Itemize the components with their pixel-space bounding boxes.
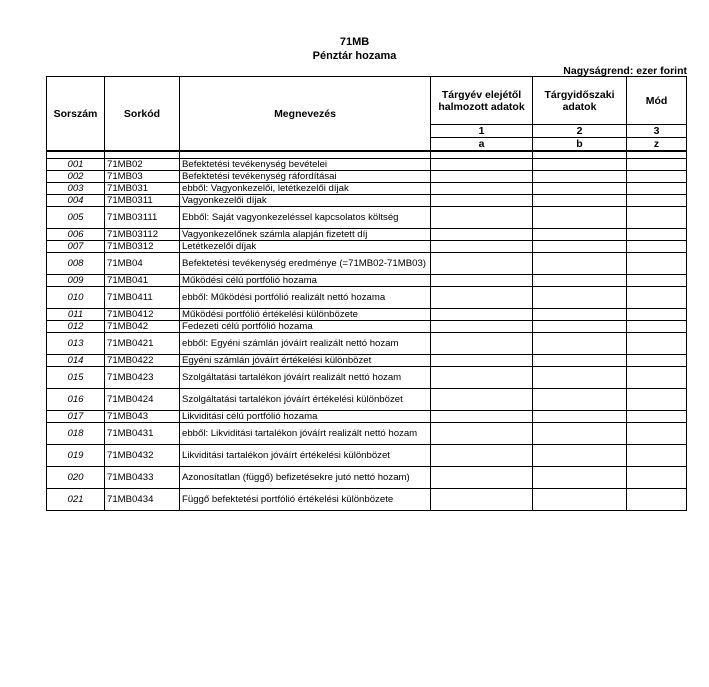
row-number: 008	[47, 253, 105, 275]
row-name: ebből: Egyéni számlán jóváírt realizált nettó hozam	[180, 333, 431, 355]
row-number: 009	[47, 275, 105, 287]
table-row	[47, 207, 687, 229]
row-name: Működési portfólió értékelési különbözete	[180, 309, 431, 321]
cell-col2[interactable]	[533, 159, 627, 171]
table-row	[47, 309, 687, 321]
cell-col2[interactable]	[533, 171, 627, 183]
row-code: 71MB03	[105, 171, 180, 183]
row-code: 71MB0423	[105, 367, 180, 389]
row-code: 71MB04	[105, 253, 180, 275]
row-name: ebből: Működési portfólió realizált nettó hozama	[180, 287, 431, 309]
row-code: 71MB0411	[105, 287, 180, 309]
cell-col2[interactable]	[533, 253, 627, 275]
row-code: 71MB0424	[105, 389, 180, 411]
form-code: 71MB	[339, 36, 370, 48]
cell-col1[interactable]	[431, 309, 533, 321]
cell-col1[interactable]	[431, 159, 533, 171]
cell-col2[interactable]	[533, 309, 627, 321]
row-number: 019	[47, 445, 105, 467]
row-number: 005	[47, 207, 105, 229]
cell-col3[interactable]	[627, 333, 687, 355]
cell-col1[interactable]	[431, 195, 533, 207]
row-name: Működési célú portfólió hozama	[180, 275, 431, 287]
cell-col3[interactable]	[627, 159, 687, 171]
header-separator	[47, 151, 687, 159]
cell-col3[interactable]	[627, 171, 687, 183]
row-code: 71MB0311	[105, 195, 180, 207]
cell-col1[interactable]	[431, 411, 533, 423]
row-code: 71MB0434	[105, 489, 180, 511]
row-name: Befektetési tevékenység eredménye (=71MB02-71MB03)	[180, 253, 431, 275]
cell-col1[interactable]	[431, 183, 533, 195]
cell-col3[interactable]	[627, 241, 687, 253]
row-number: 011	[47, 309, 105, 321]
cell-col1[interactable]	[431, 241, 533, 253]
cell-col2[interactable]	[533, 445, 627, 467]
table-row	[47, 195, 687, 207]
row-code: 71MB0421	[105, 333, 180, 355]
cell-col2[interactable]	[533, 489, 627, 511]
cell-col2[interactable]	[533, 207, 627, 229]
row-code: 71MB02	[105, 159, 180, 171]
table-row	[47, 241, 687, 253]
cell-col2[interactable]	[533, 275, 627, 287]
row-number: 016	[47, 389, 105, 411]
row-name: Befektetési tevékenység ráfordításai	[180, 171, 431, 183]
row-number: 014	[47, 355, 105, 367]
table-body	[47, 159, 687, 511]
row-code: 71MB0433	[105, 467, 180, 489]
cell-col2[interactable]	[533, 229, 627, 241]
header-col3: Mód	[627, 77, 687, 125]
cell-col2[interactable]	[533, 423, 627, 445]
cell-col3[interactable]	[627, 411, 687, 423]
table-row	[47, 423, 687, 445]
cell-col1[interactable]	[431, 253, 533, 275]
header-let2: b	[533, 138, 627, 152]
row-number: 012	[47, 321, 105, 333]
row-number: 002	[47, 171, 105, 183]
cell-col1[interactable]	[431, 355, 533, 367]
row-code: 71MB0312	[105, 241, 180, 253]
cell-col1[interactable]	[431, 229, 533, 241]
row-name: Szolgáltatási tartalékon jóváírt értékelési különbözet	[180, 389, 431, 411]
report-table	[46, 76, 687, 511]
table-row	[47, 287, 687, 309]
row-code: 71MB043	[105, 411, 180, 423]
table-row	[47, 333, 687, 355]
row-code: 71MB031	[105, 183, 180, 195]
cell-col3[interactable]	[627, 467, 687, 489]
row-name: Likviditási célú portfólió hozama	[180, 411, 431, 423]
cell-col1[interactable]	[431, 467, 533, 489]
row-number: 020	[47, 467, 105, 489]
table-row	[47, 321, 687, 333]
row-code: 71MB0432	[105, 445, 180, 467]
cell-col1[interactable]	[431, 367, 533, 389]
table-row	[47, 183, 687, 195]
cell-col3[interactable]	[627, 389, 687, 411]
cell-col2[interactable]	[533, 183, 627, 195]
row-number: 007	[47, 241, 105, 253]
cell-col1[interactable]	[431, 489, 533, 511]
row-number: 006	[47, 229, 105, 241]
cell-col2[interactable]	[533, 287, 627, 309]
header-num2: 2	[533, 125, 627, 138]
row-number: 001	[47, 159, 105, 171]
cell-col3[interactable]	[627, 423, 687, 445]
row-number: 021	[47, 489, 105, 511]
form-title: Pénztár hozama	[312, 50, 397, 62]
row-name: Vagyonkezelői díjak	[180, 195, 431, 207]
row-name: Likviditási tartalékon jóváírt értékelési különbözet	[180, 445, 431, 467]
row-name: Ebből: Saját vagyonkezeléssel kapcsolatos költség	[180, 207, 431, 229]
cell-col2[interactable]	[533, 467, 627, 489]
row-number: 013	[47, 333, 105, 355]
header-num3: 3	[627, 125, 687, 138]
cell-col2[interactable]	[533, 411, 627, 423]
table-row	[47, 253, 687, 275]
cell-col3[interactable]	[627, 489, 687, 511]
row-name: Vagyonkezelőnek számla alapján fizetett díj	[180, 229, 431, 241]
cell-col2[interactable]	[533, 367, 627, 389]
cell-col3[interactable]	[627, 195, 687, 207]
table-row	[47, 367, 687, 389]
table-row	[47, 467, 687, 489]
cell-col3[interactable]	[627, 183, 687, 195]
row-name: ebből: Likviditási tartalékon jóváírt realizált nettó hozam	[180, 423, 431, 445]
unit-label: Nagyságrend: ezer forint	[563, 65, 687, 77]
header-num1: 1	[431, 125, 533, 138]
row-code: 71MB0431	[105, 423, 180, 445]
cell-col1[interactable]	[431, 321, 533, 333]
row-number: 003	[47, 183, 105, 195]
header-megnevezes: Megnevezés	[180, 77, 431, 152]
cell-col1[interactable]	[431, 445, 533, 467]
row-name: Fedezeti célú portfólió hozama	[180, 321, 431, 333]
row-name: Letétkezelői díjak	[180, 241, 431, 253]
cell-col3[interactable]	[627, 309, 687, 321]
row-code: 71MB0422	[105, 355, 180, 367]
table-row	[47, 159, 687, 171]
row-code: 71MB042	[105, 321, 180, 333]
cell-col1[interactable]	[431, 287, 533, 309]
cell-col1[interactable]	[431, 207, 533, 229]
cell-col3[interactable]	[627, 355, 687, 367]
cell-col1[interactable]	[431, 275, 533, 287]
table-row	[47, 445, 687, 467]
row-code: 71MB03112	[105, 229, 180, 241]
header-let1: a	[431, 138, 533, 152]
cell-col2[interactable]	[533, 333, 627, 355]
header-col2: Tárgyidőszaki adatok	[533, 77, 627, 125]
cell-col3[interactable]	[627, 275, 687, 287]
row-number: 017	[47, 411, 105, 423]
cell-col3[interactable]	[627, 287, 687, 309]
cell-col1[interactable]	[431, 171, 533, 183]
table-row	[47, 411, 687, 423]
cell-col3[interactable]	[627, 367, 687, 389]
cell-col2[interactable]	[533, 389, 627, 411]
cell-col3[interactable]	[627, 207, 687, 229]
cell-col3[interactable]	[627, 321, 687, 333]
row-number: 018	[47, 423, 105, 445]
cell-col2[interactable]	[533, 321, 627, 333]
header-col1: Tárgyév elejétől halmozott adatok	[431, 77, 533, 125]
cell-col3[interactable]	[627, 253, 687, 275]
row-number: 010	[47, 287, 105, 309]
cell-col2[interactable]	[533, 355, 627, 367]
table-row	[47, 355, 687, 367]
row-name: Egyéni számlán jóváírt értékelési különbözet	[180, 355, 431, 367]
cell-col1[interactable]	[431, 423, 533, 445]
header-sorszam: Sorszám	[47, 77, 105, 152]
cell-col2[interactable]	[533, 195, 627, 207]
row-name: Azonosítatlan (függő) befizetésekre jutó nettó hozam)	[180, 467, 431, 489]
cell-col1[interactable]	[431, 333, 533, 355]
row-code: 71MB03111	[105, 207, 180, 229]
header-let3: z	[627, 138, 687, 152]
row-name: Szolgáltatási tartalékon jóváírt realizált nettó hozam	[180, 367, 431, 389]
row-code: 71MB041	[105, 275, 180, 287]
row-number: 015	[47, 367, 105, 389]
row-name: ebből: Vagyonkezelői, letétkezelői díjak	[180, 183, 431, 195]
cell-col2[interactable]	[533, 241, 627, 253]
table-row	[47, 489, 687, 511]
cell-col1[interactable]	[431, 389, 533, 411]
table-row	[47, 389, 687, 411]
row-name: Függő befektetési portfólió értékelési különbözete	[180, 489, 431, 511]
header-sorkod: Sorkód	[105, 77, 180, 152]
cell-col3[interactable]	[627, 445, 687, 467]
row-number: 004	[47, 195, 105, 207]
row-name: Befektetési tevékenység bevételei	[180, 159, 431, 171]
row-code: 71MB0412	[105, 309, 180, 321]
table-row	[47, 171, 687, 183]
table-row	[47, 275, 687, 287]
table-row	[47, 229, 687, 241]
cell-col3[interactable]	[627, 229, 687, 241]
